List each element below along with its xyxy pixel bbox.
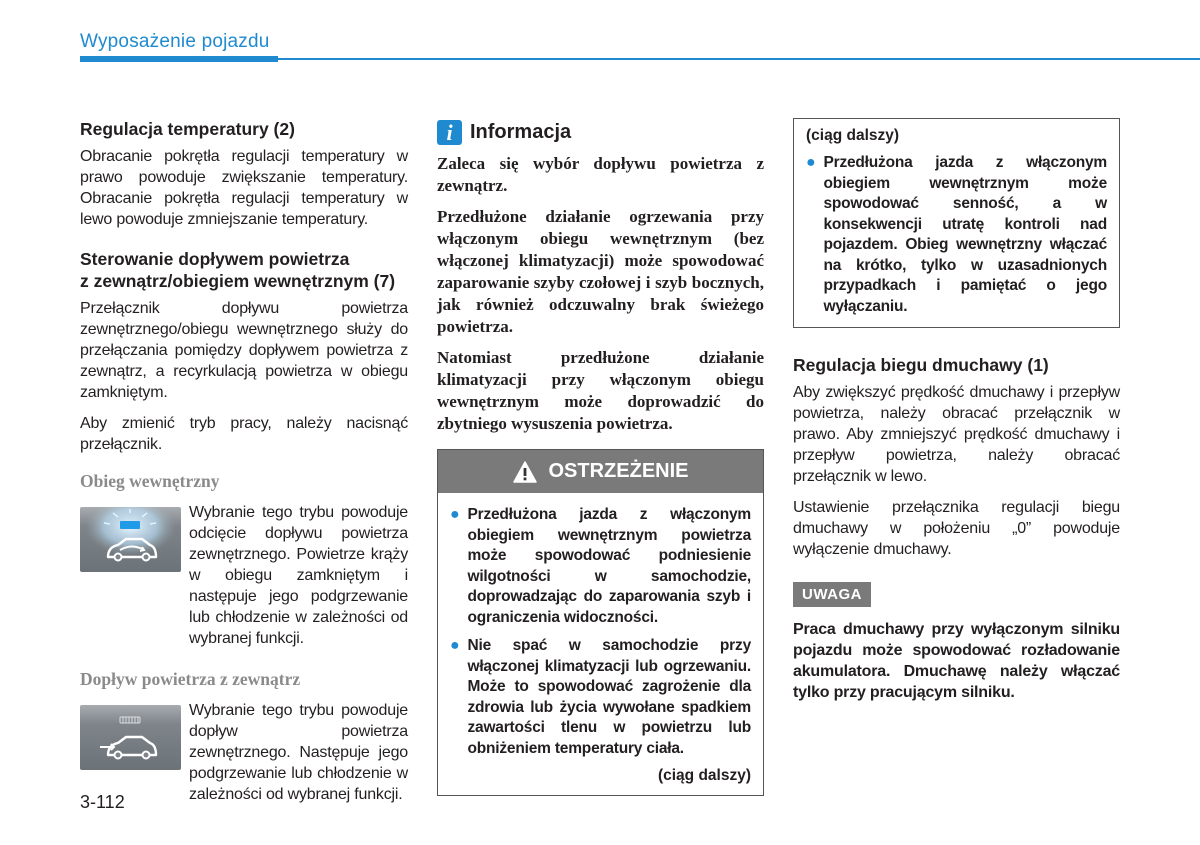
section-heading-air-intake: Sterowanie dopływem powietrza (80, 249, 350, 269)
warning-title: OSTRZEŻENIE (548, 460, 689, 482)
temperature-text: Obracanie pokrętła regulacji temperatury w prawo powoduje zwiększanie temperatury. Obracanie pokrętła regulacji temperatury w lewo powoduje zmniejszanie temperatury. (80, 148, 408, 228)
warning-header (438, 450, 763, 493)
warning-body (438, 493, 763, 795)
subheading-fresh-air: Dopływ powietrza z zewnątrz (80, 669, 301, 689)
info-icon: i (437, 120, 462, 145)
info-paragraph-2: Przedłużone działanie ogrzewania przy włączonym obiegu wewnętrznym (bez włączonej klimatyzacji) może spowodować zaparowanie szyby czołowej i szyb bocznych, jak również odczuwalny brak świeżego powietrza. (437, 207, 764, 336)
page-header-title: Wyposażenie pojazdu (80, 31, 270, 52)
section-heading-fan: Regulacja biegu dmuchawy (1) (793, 355, 1049, 375)
info-header (437, 120, 764, 145)
warning-bullet-1-text: Przedłużona jazda z włączonym obiegiem wewnętrznym powietrza może spowodować podniesienie wilgotności w samochodzie, doprowadzając do zaparowania szyb i ograniczenia widoczności. (467, 506, 751, 626)
info-paragraph-1: Zaleca się wybór dopływu powietrza z zewnątrz. (437, 154, 764, 195)
warning-bullet-2 (450, 636, 751, 759)
fan-text-1: Aby zwiększyć prędkość dmuchawy i przepływ powietrza, należy obracać przełącznik w prawo. Aby zmniejszyć prędkość dmuchawy i przepływ powietrza, należy obracać przełącznik w lewo. (793, 384, 1120, 485)
page-number: 3-112 (80, 792, 125, 812)
note-label: UWAGA (793, 582, 871, 607)
recirculation-button-image (80, 507, 181, 572)
column-right (793, 118, 1120, 703)
recirculation-block (80, 502, 408, 649)
header-rule-accent (80, 56, 278, 62)
info-paragraph-3: Natomiast przedłużone działanie klimatyzacji przy włączonym obiegu wewnętrznym może doprowadzić do zbytniego wysuszenia powietrza. (437, 348, 764, 433)
warning-continued: (ciąg dalszy) (657, 767, 751, 784)
warning-bullet-2-text: Nie spać w samochodzie przy włączonej klimatyzacji lub ogrzewaniu. Może to spowodować zagrożenie dla zdrowia lub życia wywołane spadkiem zawartości tlenu w powietrzu lub obniżeniem temperatury ciała. (467, 637, 751, 757)
section-heading-temperature: Regulacja temperatury (2) (80, 119, 295, 139)
subheading-recirculation: Obieg wewnętrzny (80, 471, 220, 491)
info-title: Informacja (470, 121, 572, 143)
warning-triangle-icon (512, 460, 538, 484)
continued-warning-box (793, 118, 1120, 328)
continued-caption: (ciąg dalszy) (806, 127, 900, 144)
fresh-air-button-image (80, 705, 181, 770)
bullet-dot-icon: ● (450, 637, 460, 654)
air-intake-instruction: Aby zmienić tryb pracy, należy nacisnąć przełącznik. (80, 415, 408, 453)
fresh-air-block (80, 700, 408, 805)
section-heading-air-intake-line2: z zewnątrz/obiegiem wewnętrznym (7) (80, 271, 396, 291)
warning-bullet-1 (450, 505, 751, 628)
note-text: Praca dmuchawy przy wyłączonym silniku pojazdu może spowodować rozładowanie akumulatora. Dmuchawę należy włączać tylko przy pracującym silniku. (793, 621, 1120, 701)
warning-box (437, 449, 764, 796)
fan-text-2: Ustawienie przełącznika regulacji biegu dmuchawy w położeniu „0” powoduje wyłączenie dmuchawy. (793, 499, 1120, 558)
continued-bullet-text: Przedłużona jazda z włączonym obiegiem wewnętrznym może spowodować senność, a w konsekwencji utratę kontroli nad pojazdem. Obieg wewnętrzny włączać na krótko, tylko w uzasadnionych przypadkach i pamiętać o jego wyłączaniu. (823, 154, 1107, 315)
recirculation-text: Wybranie tego trybu powoduje odcięcie dopływu powietrza zewnętrznego. Powietrze krąży w obiegu zamkniętym i następuje jego podgrzewanie lub chłodzenie w zależności od wybranej funkcji. (189, 504, 408, 647)
recirculation-car-icon (80, 507, 181, 572)
air-intake-text: Przełącznik dopływu powietrza zewnętrznego/obiegu wewnętrznego służy do przełączania pomiędzy dopływem powietrza z zewnątrz, a recyrkulacją powietrza w obiegu zamkniętym. (80, 300, 408, 401)
fresh-air-car-icon (80, 705, 181, 770)
continued-bullet (806, 153, 1107, 317)
bullet-dot-icon: ● (450, 506, 460, 523)
fresh-air-text: Wybranie tego trybu powoduje dopływ powietrza zewnętrznego. Następuje jego podgrzewanie lub chłodzenie w zależności od wybranej funkcji. (189, 702, 408, 803)
column-left (80, 118, 408, 805)
column-middle (437, 118, 764, 796)
bullet-dot-icon: ● (806, 154, 816, 171)
